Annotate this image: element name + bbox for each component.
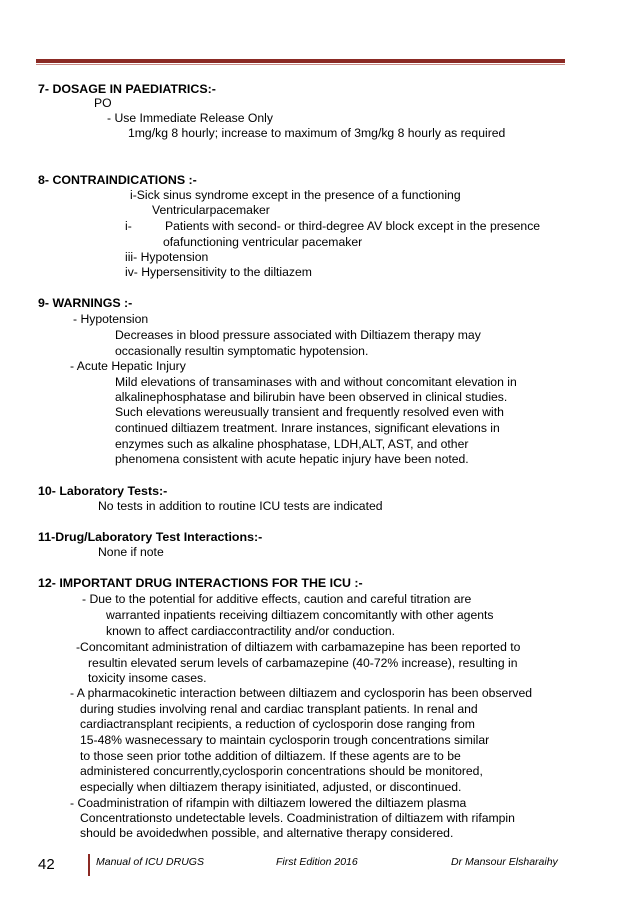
- interactions-line: administered concurrently,cyclosporin concentrations should be monitored,: [80, 764, 483, 778]
- warnings-line: Mild elevations of transaminases with and without concomitant elevation in: [115, 375, 517, 389]
- interactions-line: resultin elevated serum levels of carbamazepine (40-72% increase), resulting in: [88, 656, 518, 670]
- interactions-line: 15-48% wasnecessary to maintain cyclosporin trough concentrations similar: [80, 733, 490, 747]
- contra-line: iii- Hypotension: [125, 250, 209, 264]
- heading-drug-interactions: 12- IMPORTANT DRUG INTERACTIONS FOR THE ICU :-: [38, 576, 363, 590]
- contra-line: Ventricularpacemaker: [152, 203, 270, 217]
- warnings-line: occasionally resultin symptomatic hypotension.: [115, 344, 369, 358]
- contra-line: i-Sick sinus syndrome except in the presence of a functioning: [130, 188, 461, 202]
- page-number: 42: [38, 856, 55, 873]
- footer-book-title: Manual of ICU DRUGS: [96, 856, 204, 868]
- interactions-line: to those seen prior tothe addition of diltiazem. If these agents are to be: [80, 749, 461, 763]
- labtests-line: No tests in addition to routine ICU tests are indicated: [98, 499, 383, 513]
- contra-line: iv- Hypersensitivity to the diltiazem: [125, 265, 312, 279]
- interactions-line: known to affect cardiaccontractility and/or conduction.: [106, 624, 396, 638]
- labinteractions-line: None if note: [98, 545, 164, 559]
- heading-warnings: 9- WARNINGS :-: [38, 296, 133, 310]
- heading-dosage: 7- DOSAGE IN PAEDIATRICS:-: [38, 82, 216, 96]
- dosage-line: PO: [94, 96, 112, 110]
- interactions-line: warranted inpatients receiving diltiazem concomitantly with other agents: [106, 608, 494, 622]
- interactions-line: during studies involving renal and cardiac transplant patients. In renal and: [80, 702, 478, 716]
- warnings-line: - Hypotension: [73, 312, 149, 326]
- contra-line: ofafunctioning ventricular pacemaker: [163, 235, 363, 249]
- footer-author: Dr Mansour Elsharaihy: [451, 856, 558, 868]
- interactions-line: toxicity insome cases.: [88, 671, 207, 685]
- interactions-line: - Due to the potential for additive effects, caution and careful titration are: [82, 592, 472, 606]
- interactions-line: especially when diltiazem therapy isinitiated, adjusted, or discontinued.: [80, 780, 462, 794]
- footer-edition: First Edition 2016: [276, 856, 358, 868]
- interactions-line: Concentrationsto undetectable levels. Coadministration of diltiazem with rifampin: [80, 811, 515, 825]
- heading-contraindications: 8- CONTRAINDICATIONS :-: [38, 173, 197, 187]
- heading-laboratory-tests: 10- Laboratory Tests:-: [38, 484, 168, 498]
- interactions-line: - Coadministration of rifampin with diltiazem lowered the diltiazem plasma: [70, 796, 467, 810]
- warnings-line: - Acute Hepatic Injury: [70, 359, 186, 373]
- footer-divider: [88, 854, 90, 876]
- contra-line: Patients with second- or third-degree AV block except in the presence: [165, 219, 541, 233]
- warnings-line: Such elevations wereusually transient and frequently resolved even with: [115, 405, 504, 419]
- interactions-line: -Concomitant administration of diltiazem with carbamazepine has been reported to: [76, 640, 521, 654]
- warnings-line: Decreases in blood pressure associated with Diltiazem therapy may: [115, 328, 481, 342]
- warnings-line: alkalinephosphatase and bilirubin have been observed in clinical studies.: [115, 390, 508, 404]
- interactions-line: - A pharmacokinetic interaction between diltiazem and cyclosporin has been observed: [70, 686, 533, 700]
- interactions-line: should be avoidedwhen possible, and alternative therapy considered.: [80, 826, 454, 840]
- warnings-line: enzymes such as alkaline phosphatase, LDH,ALT, AST, and other: [115, 437, 469, 451]
- dosage-line: 1mg/kg 8 hourly; increase to maximum of 3mg/kg 8 hourly as required: [128, 126, 506, 140]
- interactions-line: cardiactransplant recipients, a reduction of cyclosporin dose ranging from: [80, 717, 475, 731]
- warnings-line: phenomena consistent with acute hepatic injury have been noted.: [115, 452, 469, 466]
- heading-lab-test-interactions: 11-Drug/Laboratory Test Interactions:-: [38, 530, 263, 544]
- contra-line: i-: [125, 219, 132, 233]
- header-rule-thin: [36, 64, 565, 65]
- warnings-line: continued diltiazem treatment. Inrare instances, significant elevations in: [115, 421, 500, 435]
- dosage-line: - Use Immediate Release Only: [107, 111, 273, 125]
- header-rule: [36, 59, 565, 63]
